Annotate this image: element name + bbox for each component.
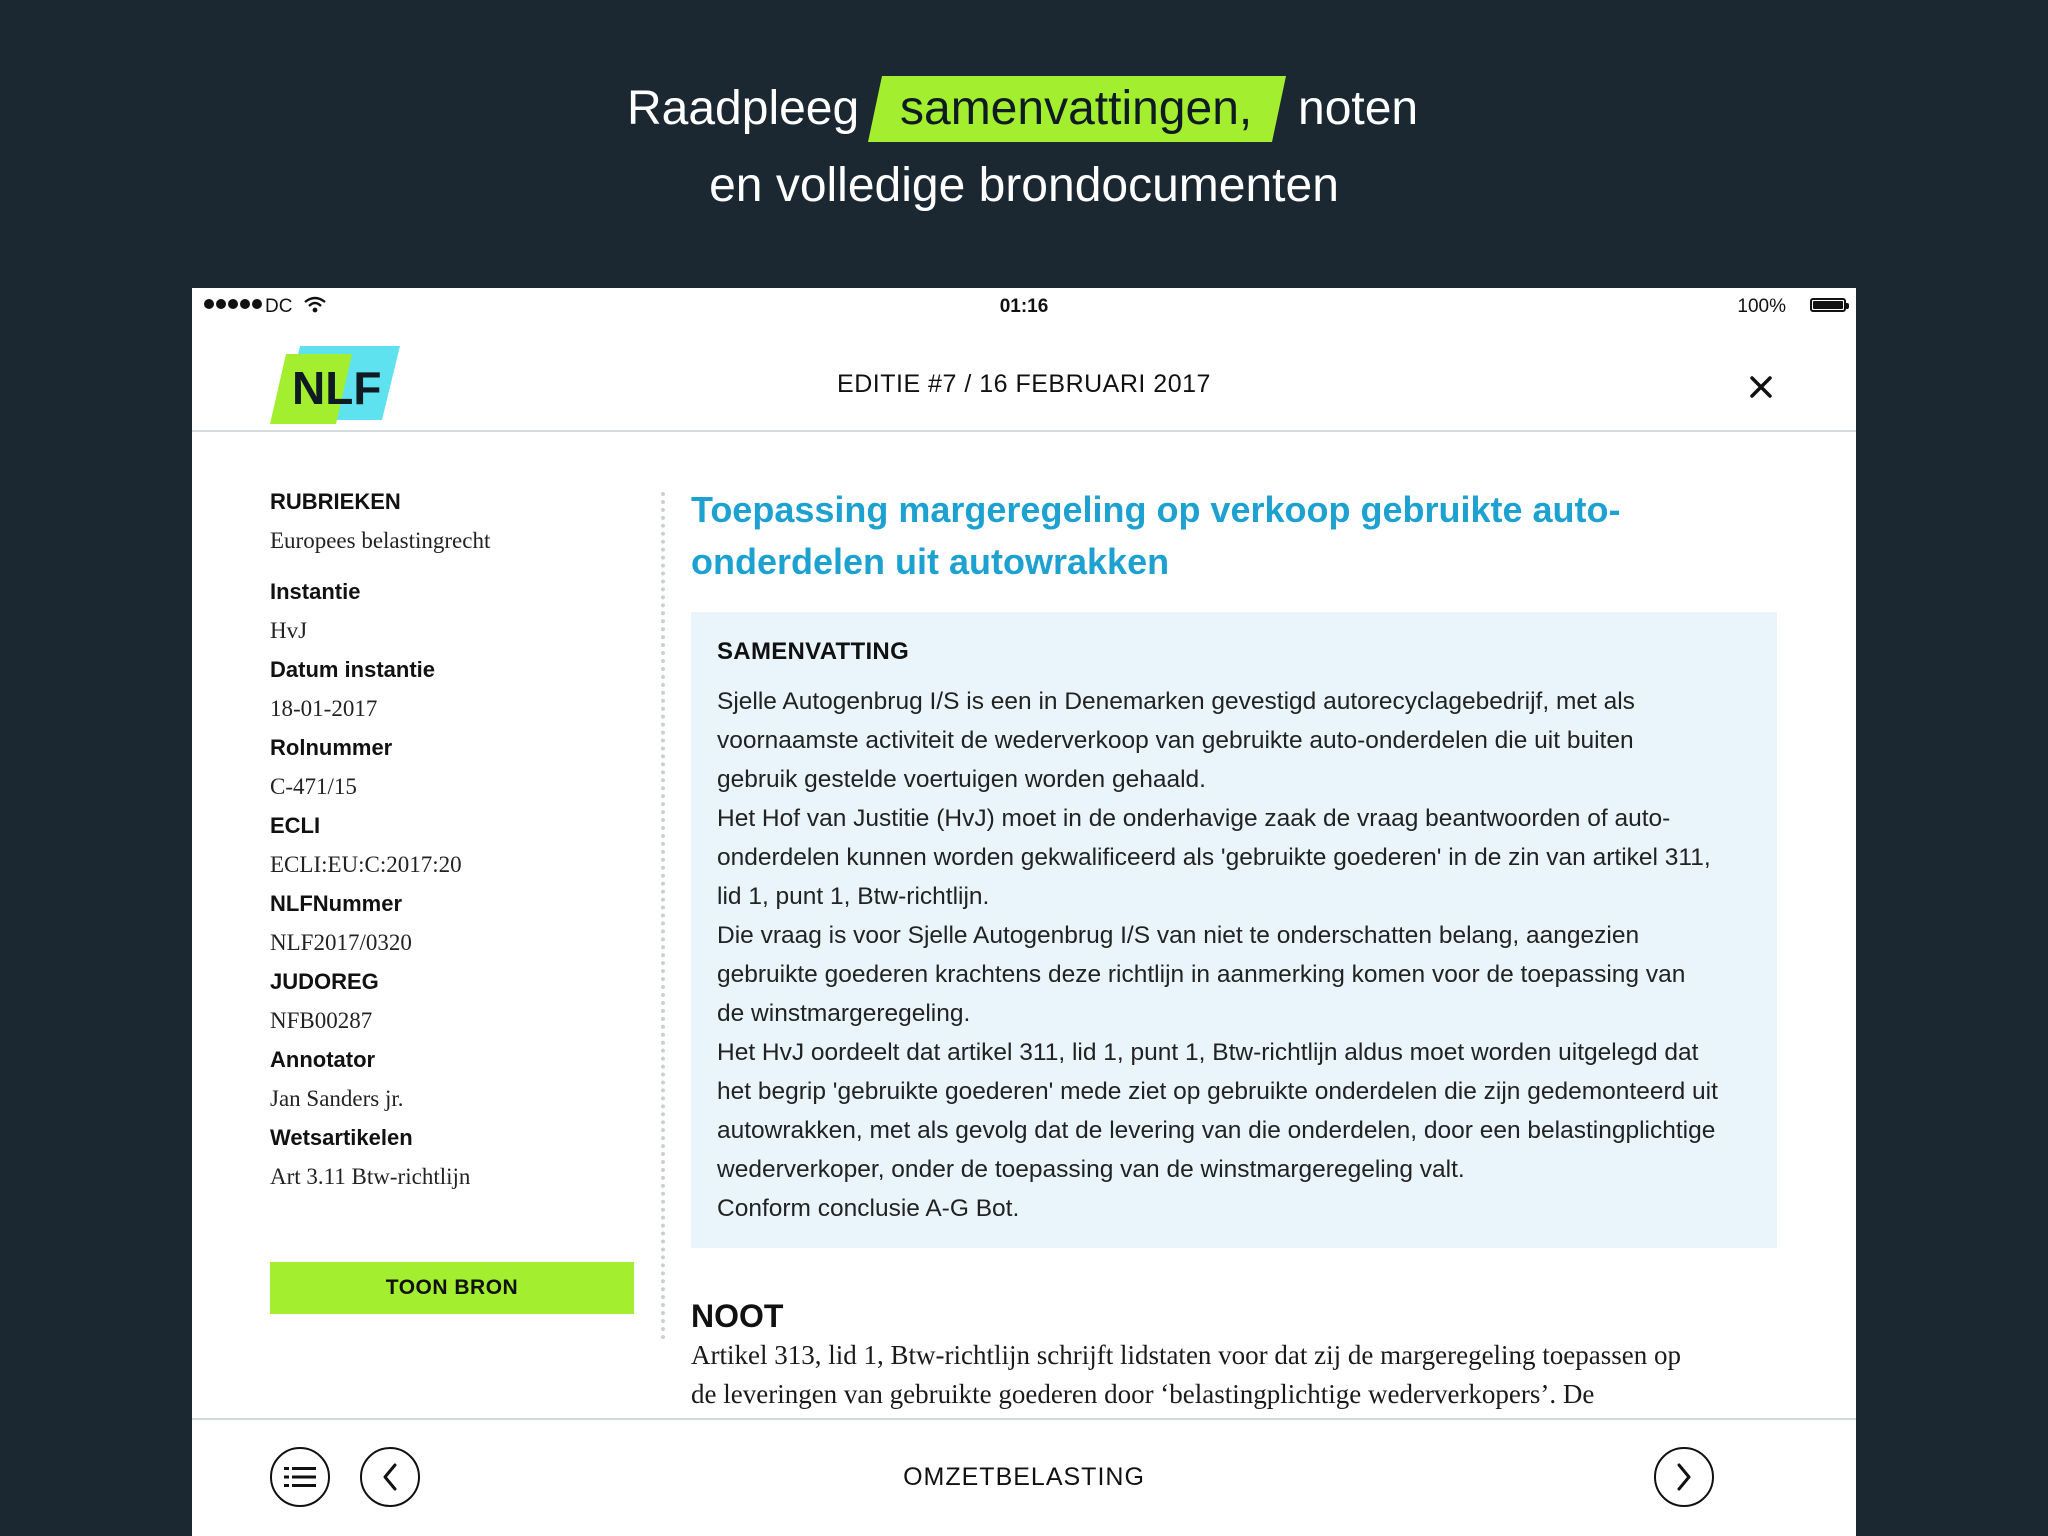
- battery-icon: [1810, 298, 1846, 312]
- promo-word-raadpleeg: Raadpleeg: [627, 82, 860, 135]
- noot-line: de leveringen van gebruikte goederen door ‘belastingplichtige wederverkopers’. De: [691, 1379, 1595, 1409]
- summary-line: Die vraag is voor Sjelle Autogenbrug I/S van niet te onderschatten belang, aangezien: [717, 922, 1640, 949]
- meta-label: Annotator: [270, 1047, 376, 1072]
- noot-heading: NOOT: [691, 1298, 784, 1334]
- battery-percentage: 100%: [1737, 296, 1786, 317]
- meta-value: 18-01-2017: [270, 696, 378, 721]
- summary-line: de winstmargeregeling.: [717, 1000, 971, 1027]
- summary-line: het begrip 'gebruikte goederen' mede ziet op gebruikte onderdelen die zijn gedemonteerd uit: [717, 1078, 1718, 1105]
- bottom-navigation: [192, 1418, 1856, 1536]
- tablet-screen: [192, 288, 1856, 1536]
- article-title-line-1: Toepassing margeregeling op verkoop gebruikte auto-: [691, 489, 1621, 530]
- meta-annotator: [270, 1046, 640, 1114]
- article-content: [691, 484, 1781, 1248]
- carrier-name: DC: [265, 296, 293, 317]
- promo-line-2: en volledige brondocumenten: [709, 159, 1339, 212]
- meta-value: ECLI:EU:C:2017:20: [270, 852, 462, 877]
- noot-line: Artikel 313, lid 1, Btw-richtlijn schrijft lidstaten voor dat zij de margeregeling toepassen op: [691, 1340, 1682, 1370]
- meta-label: JUDOREG: [270, 969, 379, 994]
- summary-line: wederverkoper, onder de toepassing van de winstmargeregeling valt.: [717, 1156, 1465, 1183]
- chevron-right-icon: [1676, 1463, 1692, 1491]
- metadata-sidebar: [270, 488, 640, 1202]
- article-title-line-2: onderdelen uit autowrakken: [691, 541, 1170, 582]
- column-divider: [661, 492, 665, 1340]
- meta-value: HvJ: [270, 618, 308, 643]
- meta-label: Instantie: [270, 579, 361, 604]
- meta-value: Art 3.11 Btw-richtlijn: [270, 1164, 471, 1189]
- meta-label: Rolnummer: [270, 735, 393, 760]
- meta-instantie: [270, 578, 640, 646]
- toon-bron-button[interactable]: TOON BRON: [270, 1262, 634, 1314]
- next-button[interactable]: [1654, 1447, 1714, 1507]
- close-icon[interactable]: [1748, 374, 1774, 400]
- summary-line: onderdelen kunnen worden gekwalificeerd als 'gebruikte goederen' in de zin van artikel 311,: [717, 844, 1711, 871]
- summary-line: Het Hof van Justitie (HvJ) moet in de onderhavige zaak de vraag beantwoorden of auto-: [717, 805, 1671, 832]
- meta-label: Datum instantie: [270, 657, 436, 682]
- summary-line: autowrakken, met als gevolg dat de levering van die onderdelen, door een belastingplichtige: [717, 1117, 1716, 1144]
- meta-nlfnummer: [270, 890, 640, 958]
- meta-value: Jan Sanders jr.: [270, 1086, 404, 1111]
- summary-panel: [691, 612, 1777, 1248]
- summary-line: gebruikte goederen krachtens deze richtlijn in aanmerking komen voor de toepassing van: [717, 961, 1686, 988]
- promo-word-noten: noten: [1298, 82, 1419, 135]
- logo-text: NLF: [292, 362, 382, 414]
- promo-highlight: [868, 76, 1286, 142]
- meta-ecli: [270, 812, 640, 880]
- summary-line: Het HvJ oordeelt dat artikel 311, lid 1, punt 1, Btw-richtlijn aldus moet worden uitgelegd dat: [717, 1039, 1699, 1066]
- summary-line: Conform conclusie A-G Bot.: [717, 1195, 1020, 1222]
- summary-text: [717, 682, 1751, 1228]
- meta-label: NLFNummer: [270, 891, 403, 916]
- app-header: [192, 324, 1856, 432]
- status-bar: [192, 288, 1856, 324]
- meta-datum-instantie: [270, 656, 640, 724]
- meta-value: NFB00287: [270, 1008, 373, 1033]
- summary-line: lid 1, punt 1, Btw-richtlijn.: [717, 883, 990, 910]
- summary-line: voornaamste activiteit de wederverkoop van gebruikte auto-onderdelen die uit buiten: [717, 727, 1634, 754]
- status-time: 01:16: [999, 296, 1049, 317]
- summary-heading: SAMENVATTING: [717, 638, 910, 665]
- edition-title: EDITIE #7 / 16 FEBRUARI 2017: [837, 370, 1211, 398]
- summary-line: Sjelle Autogenbrug I/S is een in Denemarken gevestigd autorecyclagebedrijf, met als: [717, 688, 1635, 715]
- meta-wetsartikelen: [270, 1124, 640, 1192]
- meta-label: RUBRIEKEN: [270, 489, 401, 514]
- article-title: [691, 484, 1781, 588]
- promo-line-1: [0, 76, 2048, 142]
- meta-label: ECLI: [270, 813, 321, 838]
- meta-judoreg: [270, 968, 640, 1036]
- noot-text: [691, 1336, 1791, 1416]
- meta-value: C-471/15: [270, 774, 357, 799]
- meta-rubrieken: [270, 488, 640, 556]
- meta-rolnummer: [270, 734, 640, 802]
- meta-value: NLF2017/0320: [270, 930, 412, 955]
- promo-highlight-text: samenvattingen,: [900, 82, 1253, 135]
- meta-label: Wetsartikelen: [270, 1125, 413, 1150]
- summary-line: gebruik gestelde voertuigen worden gehaald.: [717, 766, 1206, 793]
- meta-value: Europees belastingrecht: [270, 528, 491, 553]
- category-label: OMZETBELASTING: [903, 1463, 1145, 1491]
